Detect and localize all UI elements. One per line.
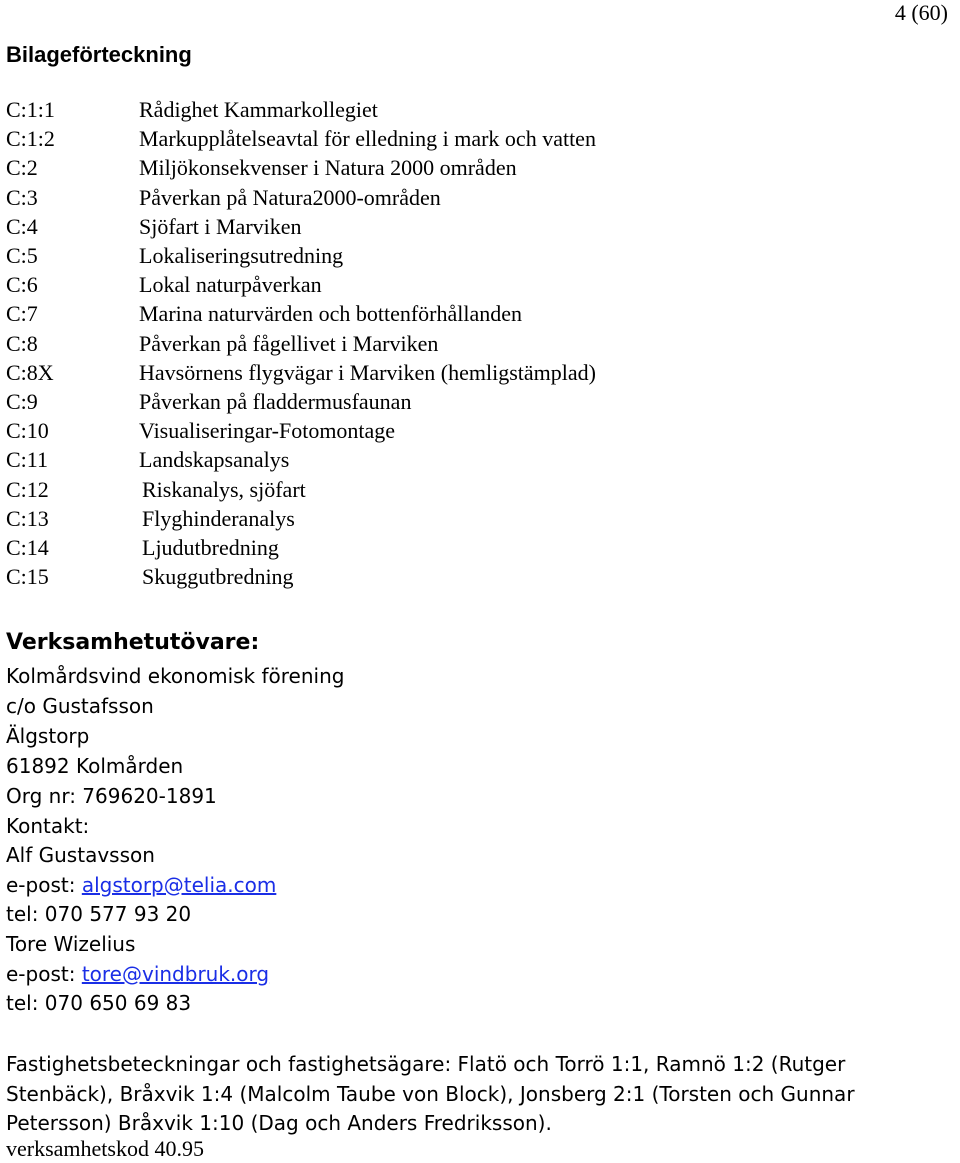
- operator-postal: 61892 Kolmården: [6, 754, 184, 778]
- contact2-email-link[interactable]: tore@vindbruk.org: [81, 962, 270, 986]
- appendix-code: C:10: [6, 418, 49, 444]
- appendix-code: C:4: [6, 213, 38, 239]
- appendix-code: C:6: [6, 272, 38, 298]
- contact1-email-label: e-post:: [6, 873, 82, 897]
- appendix-code: C:3: [6, 184, 38, 210]
- appendix-row: [6, 185, 906, 214]
- appendix-row: [6, 301, 906, 330]
- contact2-phone: tel: 070 650 69 83: [6, 991, 192, 1015]
- appendix-row: [6, 155, 906, 184]
- appendix-description: Havsörnens flygvägar i Marviken (hemligstämplad): [139, 359, 596, 385]
- appendix-description: Lokal naturpåverkan: [139, 272, 322, 298]
- appendix-description: Marina naturvärden och bottenförhållanden: [139, 301, 523, 327]
- page-number: 4 (60): [894, 0, 948, 25]
- appendix-code: C:2: [6, 155, 38, 181]
- appendix-row: [6, 418, 906, 447]
- appendix-description: Landskapsanalys: [139, 447, 290, 473]
- appendix-row: [6, 447, 906, 476]
- appendix-description: Riskanalys, sjöfart: [142, 476, 306, 502]
- appendix-code: C:15: [6, 564, 49, 590]
- contact2-email-line: [6, 962, 269, 986]
- activity-code: verksamhetskod 40.95: [6, 1136, 204, 1161]
- appendix-row: [6, 97, 906, 126]
- appendix-description: Visualiseringar-Fotomontage: [139, 418, 396, 444]
- contact2-email-label: e-post:: [6, 962, 82, 986]
- appendix-row: [6, 331, 906, 360]
- operator-org-nr: Org nr: 769620-1891: [6, 784, 217, 808]
- appendix-code: C:1:2: [6, 126, 55, 152]
- appendix-description: Markupplåtelseavtal för elledning i mark och vatten: [139, 126, 596, 152]
- appendix-description: Påverkan på fågellivet i Marviken: [139, 330, 439, 356]
- contact1-name: Alf Gustavsson: [6, 843, 155, 867]
- contact1-email-line: [6, 873, 276, 897]
- appendix-row: [6, 360, 906, 389]
- contact-label: Kontakt:: [6, 814, 90, 838]
- appendix-description: Rådighet Kammarkollegiet: [139, 97, 378, 122]
- operator-street: Älgstorp: [6, 724, 90, 748]
- operator-co: c/o Gustafsson: [6, 694, 154, 718]
- appendix-code: C:13: [6, 505, 49, 531]
- appendix-code: C:12: [6, 476, 49, 502]
- appendix-code: C:8X: [6, 359, 54, 385]
- appendix-row: [6, 389, 906, 418]
- property-owners-paragraph: Fastighetsbeteckningar och fastighetsägare: Flatö och Torrö 1:1, Ramnö 1:2 (Rutger Stenbäck), Bråxvik 1:4 (Malcolm Taube von Block), Jonsberg 2:1 (Torsten och Gunnar Petersson) Bråxvik 1:10 (Dag och Anders Fredriksson).: [6, 1052, 855, 1135]
- appendix-description: Miljökonsekvenser i Natura 2000 områden: [139, 155, 517, 181]
- appendix-row: [6, 477, 906, 506]
- appendix-row: [6, 126, 906, 155]
- page-title: Bilageförteckning: [6, 42, 192, 67]
- appendix-row: [6, 506, 906, 535]
- appendix-code: C:8: [6, 330, 38, 356]
- appendix-row: [6, 214, 906, 243]
- appendix-description: Påverkan på Natura2000-områden: [139, 184, 441, 210]
- appendix-code: C:5: [6, 243, 38, 268]
- appendix-code: C:9: [6, 389, 38, 414]
- appendix-row: [6, 564, 906, 593]
- appendix-code: C:11: [6, 447, 48, 473]
- appendix-description: Skuggutbredning: [142, 564, 294, 590]
- operator-name: Kolmårdsvind ekonomisk förening: [6, 664, 345, 688]
- contact2-name: Tore Wizelius: [6, 932, 136, 956]
- operator-heading: Verksamhetutövare:: [6, 630, 260, 655]
- appendix-row: [6, 243, 906, 272]
- appendix-code: C:14: [6, 535, 49, 560]
- appendix-code: C:1:1: [6, 97, 55, 122]
- appendix-row: [6, 535, 906, 564]
- appendix-description: Ljudutbredning: [142, 535, 279, 560]
- appendix-description: Lokaliseringsutredning: [139, 243, 344, 268]
- contact1-phone: tel: 070 577 93 20: [6, 902, 192, 926]
- appendix-description: Sjöfart i Marviken: [139, 213, 302, 239]
- appendix-row: [6, 272, 906, 301]
- appendix-code: C:7: [6, 301, 38, 327]
- appendix-description: Flyghinderanalys: [142, 505, 295, 531]
- appendix-description: Påverkan på fladdermusfaunan: [139, 389, 412, 414]
- contact1-email-link[interactable]: algstorp@telia.com: [81, 873, 277, 897]
